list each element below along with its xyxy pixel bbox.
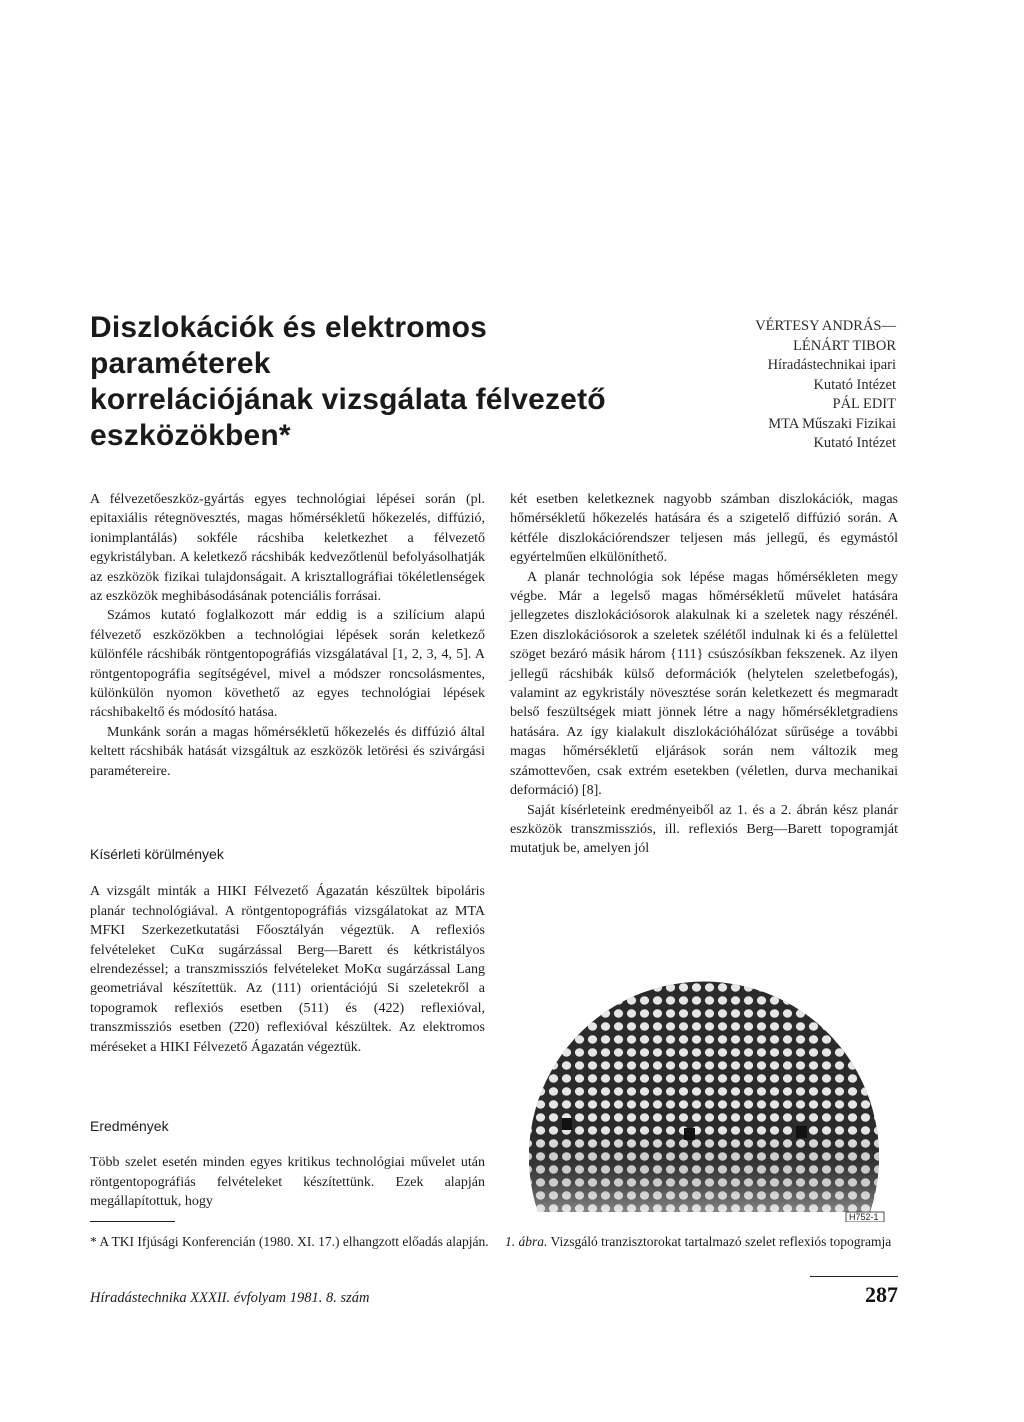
title-line: korrelációjának vizsgálata félvezető xyxy=(90,383,606,416)
wafer-topogram-figure xyxy=(508,890,900,1222)
figure-tag: H752-1 xyxy=(849,1212,879,1222)
body-paragraph: Számos kutató foglalkozott már eddig is a szilícium alapú félvezető eszközökben a technológiai lépések során keletkező különféle rácshibák röntgentopográfiás vizsgálatával [1, 2, 3, 4, 5]. A röntgentopográfia segítségével, mivel a módszer roncsolásmentes, különkülön nyomon követhető az egyes technológiai lépések rácshibakeltő és módosító hatása. xyxy=(90,608,485,721)
author-name: LÉNÁRT TIBOR xyxy=(793,337,896,354)
affiliation: MTA Műszaki Fizikai xyxy=(768,415,896,432)
affiliation: Kutató Intézet xyxy=(813,376,896,393)
section-results xyxy=(90,1118,485,1212)
author-name: PÁL EDIT xyxy=(832,396,896,412)
test-transistor-mark xyxy=(562,1118,572,1130)
test-transistor-mark xyxy=(684,1128,695,1140)
title-line: Diszlokációk és elektromos paraméterek xyxy=(90,311,488,380)
journal-footer: Híradástechnika XXXII. évfolyam 1981. 8. szám xyxy=(90,1290,370,1306)
article-title xyxy=(90,310,650,454)
footnote-rule xyxy=(90,1221,175,1222)
page-number-rule xyxy=(810,1276,898,1277)
body-paragraph: Saját kísérleteink eredményeiből az 1. és a 2. ábrán kész planár eszközök transzmissziós, ill. reflexiós Berg—Barett topogramját mutatjuk be, amelyen jól xyxy=(510,802,898,857)
page-number: 287 xyxy=(865,1282,898,1307)
title-line: eszközökben* xyxy=(90,419,291,452)
section-heading: Kísérleti körülmények xyxy=(90,846,224,862)
body-paragraph: A félvezetőeszköz-gyártás egyes technológiai lépései során (pl. epitaxiális rétegnövesztés, magas hőmérsékletű hőkezelés, diffúzió, ionimplantálás) sokféle rácshiba keletkezhet a félvezető egykristályban. A keletkező rácshibák kedvezőtlenül befolyásolhatják az eszközök fizikai tulajdonságait. A krisztallográfiai tökéletlenségek az eszközök meghibásodásának potenciális forrásai. xyxy=(90,492,485,605)
caption-label: 1. ábra. xyxy=(505,1234,548,1249)
section-heading: Eredmények xyxy=(90,1118,169,1134)
section-experimental xyxy=(90,846,485,1057)
body-paragraph: két esetben keletkeznek nagyobb számban diszlokációk, magas hőmérsékletű hőkezelés hatására és a szigetelő diffúzió során. A kétféle diszlokációrendszer teljesen más jellegű, és egymástól egyértelműen elkülöníthető. xyxy=(510,492,898,566)
affiliation: Kutató Intézet xyxy=(813,435,896,451)
affiliation: Híradástechnikai ipari xyxy=(767,357,896,373)
author-block xyxy=(690,317,896,454)
right-column xyxy=(510,490,898,859)
body-paragraph: Több szelet esetén minden egyes kritikus technológiai művelet után röntgentopográfiás felvételeket készítettünk. Ezek alapján megállapítottuk, hogy xyxy=(90,1155,485,1210)
caption-text: Vizsgáló tranzisztorokat tartalmazó szelet reflexiós topogramja xyxy=(550,1234,892,1249)
left-column-intro xyxy=(90,490,485,781)
body-paragraph: A vizsgált minták a HIKI Félvezető Ágazatán készültek bipoláris planár technológiával. A röntgentopográfiás vizsgálatokat az MTA MFKI Szerkezetkutatási Főosztályán végeztük. A reflexiós felvételeket CuKα sugárzással Berg—Barett és kétkristályos elrendezéssel; a transzmissziós felvételeket MoKα sugárzással Lang geometriával készítettük. Az (111) orientációjú Si szeletekről a topogramok reflexiós esetben (511) és (422) reflexióval, transzmissziós esetben (2̄20) reflexióval készültek. Az elektromos méréseket a HIKI Félvezető Ágazatán végeztük. xyxy=(90,884,485,1055)
figure-caption xyxy=(505,1233,900,1250)
body-paragraph: A planár technológia sok lépése magas hőmérsékleten megy végbe. Már a legelső magas hőmérsékletű művelet hatására jellegzetes diszlokációsorok alakulnak ki a szeletek nagy részénél. Ezen diszlokációsorok a szeletek szélétől indulnak ki és a felülettel szöget bezáró másik három {111} csúszósíkban fekszenek. Az ilyen jellegű rácshibák külső deformációk (helytelen szeletbefogás), valamint az egykristály növesztése során keletkezett és megmaradt belső feszültségek miatt jönnek létre a nagy hőmérsékletgradiens hatására. Az így kialakult diszlokációhálózat sűrűsége a további magas hőmérsékletű eljárások során nem változik meg számottevően, csak extrém esetekben (véletlen, durva mechanikai deformáció) [8]. xyxy=(510,569,898,799)
author-name: VÉRTESY ANDRÁS— xyxy=(755,318,896,334)
test-transistor-mark xyxy=(796,1126,807,1138)
wafer-image xyxy=(508,890,900,1222)
body-paragraph: Munkánk során a magas hőmérsékletű hőkezelés és diffúzió által keltett rácshibák hatását vizsgáltuk az eszközök letörési és szivárgási paramétereire. xyxy=(90,724,485,779)
footnote: * A TKI Ifjúsági Konferencián (1980. XI. 17.) elhangzott előadás alapján. xyxy=(90,1234,489,1249)
